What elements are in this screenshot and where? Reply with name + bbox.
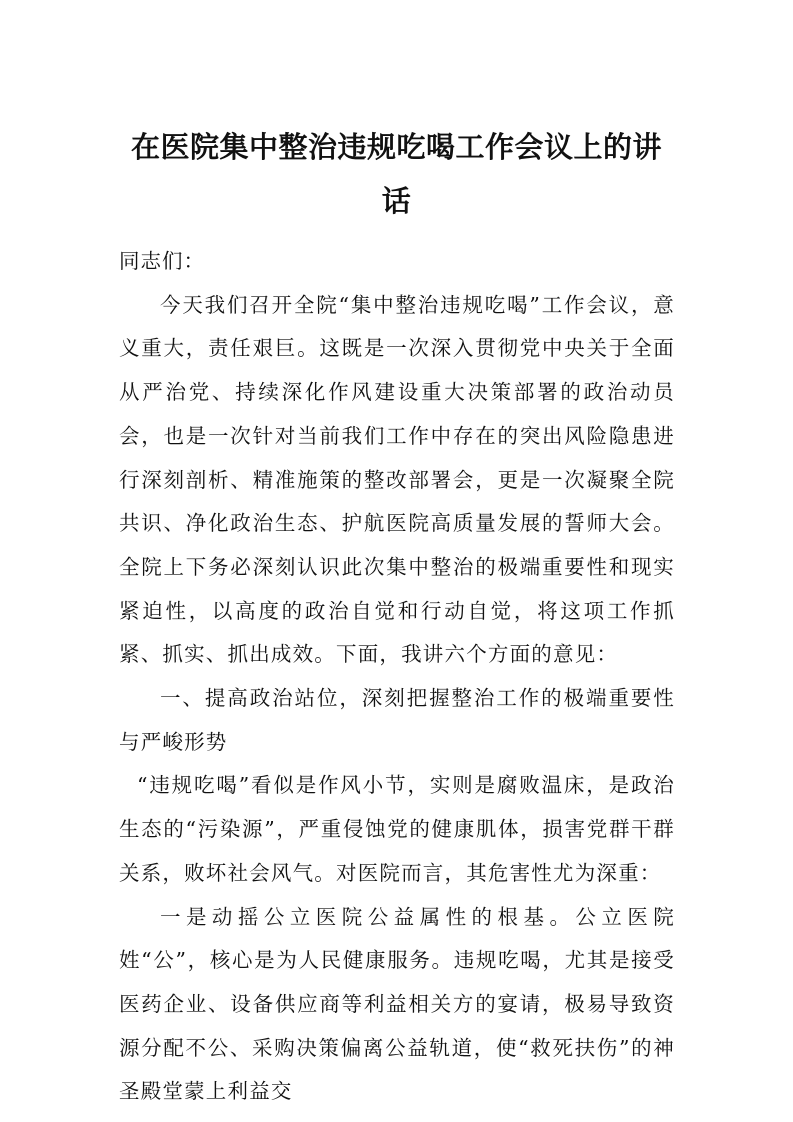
document-title: 在医院集中整治违规吃喝工作会议上的讲话 — [130, 130, 662, 218]
greeting: 同志们： — [119, 249, 205, 273]
document-body — [119, 240, 675, 1114]
paragraph-point-one: 一是动摇公立医院公益属性的根基。公立医院姓“公”，核心是为人民健康服务。违规吃喝，尤其是接受医药企业、设备供应商等利益相关方的宴请，极易导致资源分配不公、采购决策偏离公益轨道，使“救死扶伤”的神圣殿堂蒙上利益交 — [119, 904, 675, 1104]
paragraph-intro: 今天我们召开全院“集中整治违规吃喝”工作会议，意义重大，责任艰巨。这既是一次深入贯彻党中央关于全面从严治党、持续深化作风建设重大决策部署的政治动员会，也是一次针对当前我们工作中存在的突出风险隐患进行深刻剖析、精准施策的整改部署会，更是一次凝聚全院共识、净化政治生态、护航医院高质量发展的誓师大会。全院上下务必深刻认识此次集中整治的极端重要性和现实紧迫性，以高度的政治自觉和行动自觉，将这项工作抓紧、抓实、抓出成效。下面，我讲六个方面的意见： — [119, 292, 675, 667]
paragraph-harm-overview: “违规吃喝”看似是作风小节，实则是腐败温床，是政治生态的“污染源”，严重侵蚀党的健康肌体，损害党群干群关系，败坏社会风气。对医院而言，其危害性尤为深重： — [119, 773, 675, 885]
section-heading-one: 一、提高政治站位，深刻把握整治工作的极端重要性与严峻形势 — [119, 686, 675, 754]
